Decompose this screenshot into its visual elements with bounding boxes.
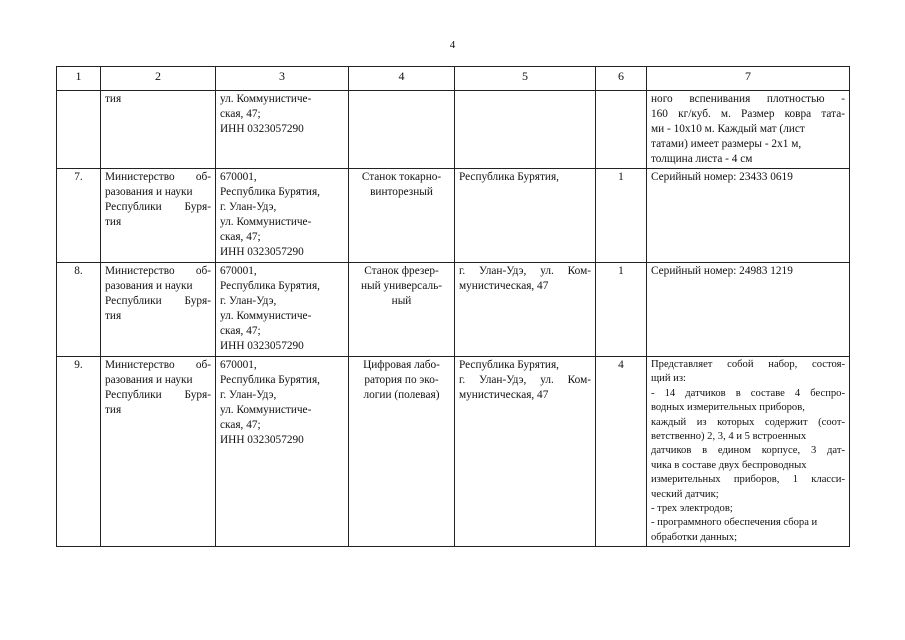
quantity-cell: 1 [596, 169, 647, 263]
equipment-line: Станок токарно- [361, 171, 442, 183]
address-line: г. Улан-Удэ, [220, 201, 277, 213]
column-header-4: 4 [349, 67, 455, 91]
description-cell [647, 263, 850, 357]
address-line: Республика Бурятия, [220, 186, 320, 198]
address-line: г. Улан-Удэ, [220, 295, 277, 307]
address-line: Республика Бурятия, [220, 280, 320, 292]
description-line: 160 кг/куб. м. Размер ковра тата- [651, 108, 845, 120]
address-line: ул. Коммунистиче- [220, 216, 312, 228]
organization-cell [101, 263, 216, 357]
equipment-cell [349, 169, 455, 263]
description-line: водных измерительных приборов, [651, 402, 805, 414]
row-number [57, 91, 101, 169]
quantity-cell: 1 [596, 263, 647, 357]
address-line: ская, 47; [220, 325, 261, 337]
description-line: ческий датчик; [651, 488, 719, 500]
address-cell [216, 169, 349, 263]
table-row [57, 263, 850, 357]
address-line: ская, 47; [220, 231, 261, 243]
description-line: Серийный номер: 24983 1219 [651, 265, 793, 277]
column-header-5: 5 [455, 67, 596, 91]
organization-line: разования и науки [105, 374, 193, 386]
address-line: ИНН 0323057290 [220, 123, 304, 135]
address-line: 670001, [220, 359, 257, 371]
equipment-line: ратория по эко- [364, 374, 439, 386]
description-cell [647, 91, 850, 169]
address-cell [216, 263, 349, 357]
table-row [57, 357, 850, 547]
description-line: чика в составе двух беспроводных [651, 459, 807, 471]
location-line: г. Улан-Удэ, ул. Ком- [459, 374, 591, 386]
description-line: обработки данных; [651, 531, 738, 543]
description-cell [647, 169, 850, 263]
organization-line: Министерство об- [105, 171, 211, 183]
column-header-7: 7 [647, 67, 850, 91]
address-line: г. Улан-Удэ, [220, 389, 277, 401]
location-line: Республика Бурятия, [459, 171, 559, 183]
column-header-6: 6 [596, 67, 647, 91]
location-cell [455, 263, 596, 357]
equipment-line: Цифровая лабо- [363, 359, 440, 371]
description-line: ного вспенивания плотностью - [651, 93, 845, 105]
description-line: ми - 10х10 м. Каждый мат (лист [651, 123, 805, 135]
organization-line: Республики Буря- [105, 295, 211, 307]
description-line: - трех электродов; [651, 503, 733, 515]
column-header-1: 1 [57, 67, 101, 91]
column-header-3: 3 [216, 67, 349, 91]
address-line: Республика Бурятия, [220, 374, 320, 386]
table-row [57, 91, 850, 169]
table-body [57, 91, 850, 547]
equipment-line: Станок фрезер- [364, 265, 439, 277]
equipment-line: логии (полевая) [363, 389, 440, 401]
description-line: датчиков в едином корпусе, 3 дат- [651, 445, 845, 457]
address-line: ул. Коммунистиче- [220, 404, 312, 416]
address-line: ул. Коммунистиче- [220, 310, 312, 322]
equipment-line: винторезный [370, 186, 433, 198]
description-cell [647, 357, 850, 547]
description-line: Представляет собой набор, состоя- [651, 359, 845, 370]
address-cell [216, 91, 349, 169]
organization-cell [101, 91, 216, 169]
description-line: каждый из которых содержит (соот- [651, 416, 845, 428]
equipment-line: ный универсаль- [361, 280, 442, 292]
organization-line: Республики Буря- [105, 201, 211, 213]
row-number: 7. [57, 169, 101, 263]
location-line: Республика Бурятия, [459, 359, 559, 371]
page-number: 4 [449, 39, 456, 51]
row-number: 8. [57, 263, 101, 357]
organization-line: тия [105, 93, 122, 105]
organization-line: тия [105, 404, 122, 416]
organization-cell [101, 357, 216, 547]
address-line: 670001, [220, 265, 257, 277]
description-line: татами) имеет размеры - 2х1 м, [651, 138, 802, 150]
location-line: мунистическая, 47 [459, 280, 549, 292]
organization-line: разования и науки [105, 280, 193, 292]
column-header-2: 2 [101, 67, 216, 91]
address-line: ИНН 0323057290 [220, 340, 304, 352]
equipment-line: ный [391, 295, 412, 307]
description-line: Серийный номер: 23433 0619 [651, 171, 793, 183]
description-line: - программного обеспечения сбора и [651, 517, 818, 529]
organization-line: Республики Буря- [105, 389, 211, 401]
equipment-cell [349, 357, 455, 547]
organization-line: тия [105, 310, 122, 322]
address-cell [216, 357, 349, 547]
location-cell [455, 357, 596, 547]
address-line: ская, 47; [220, 419, 261, 431]
location-cell [455, 169, 596, 263]
address-line: ИНН 0323057290 [220, 246, 304, 258]
location-line: мунистическая, 47 [459, 389, 549, 401]
description-line: измерительных приборов, 1 класси- [651, 474, 845, 486]
description-line: толщина листа - 4 см [651, 153, 753, 165]
equipment-table [56, 66, 850, 547]
quantity-cell [596, 91, 647, 169]
address-line: ская, 47; [220, 108, 261, 120]
address-line: 670001, [220, 171, 257, 183]
description-line: - 14 датчиков в составе 4 беспро- [651, 387, 845, 399]
location-cell [455, 91, 596, 169]
organization-line: Министерство об- [105, 265, 211, 277]
equipment-cell [349, 263, 455, 357]
table-row [57, 169, 850, 263]
organization-cell [101, 169, 216, 263]
quantity-cell: 4 [596, 357, 647, 547]
location-line: г. Улан-Удэ, ул. Ком- [459, 265, 591, 277]
table-header-row [57, 67, 850, 91]
organization-line: разования и науки [105, 186, 193, 198]
description-line: щий из: [651, 373, 686, 385]
description-line: ветственно) 2, 3, 4 и 5 встроенных [651, 431, 807, 443]
organization-line: Министерство об- [105, 359, 211, 371]
address-line: ул. Коммунистиче- [220, 93, 312, 105]
address-line: ИНН 0323057290 [220, 434, 304, 446]
row-number: 9. [57, 357, 101, 547]
equipment-cell [349, 91, 455, 169]
organization-line: тия [105, 216, 122, 228]
